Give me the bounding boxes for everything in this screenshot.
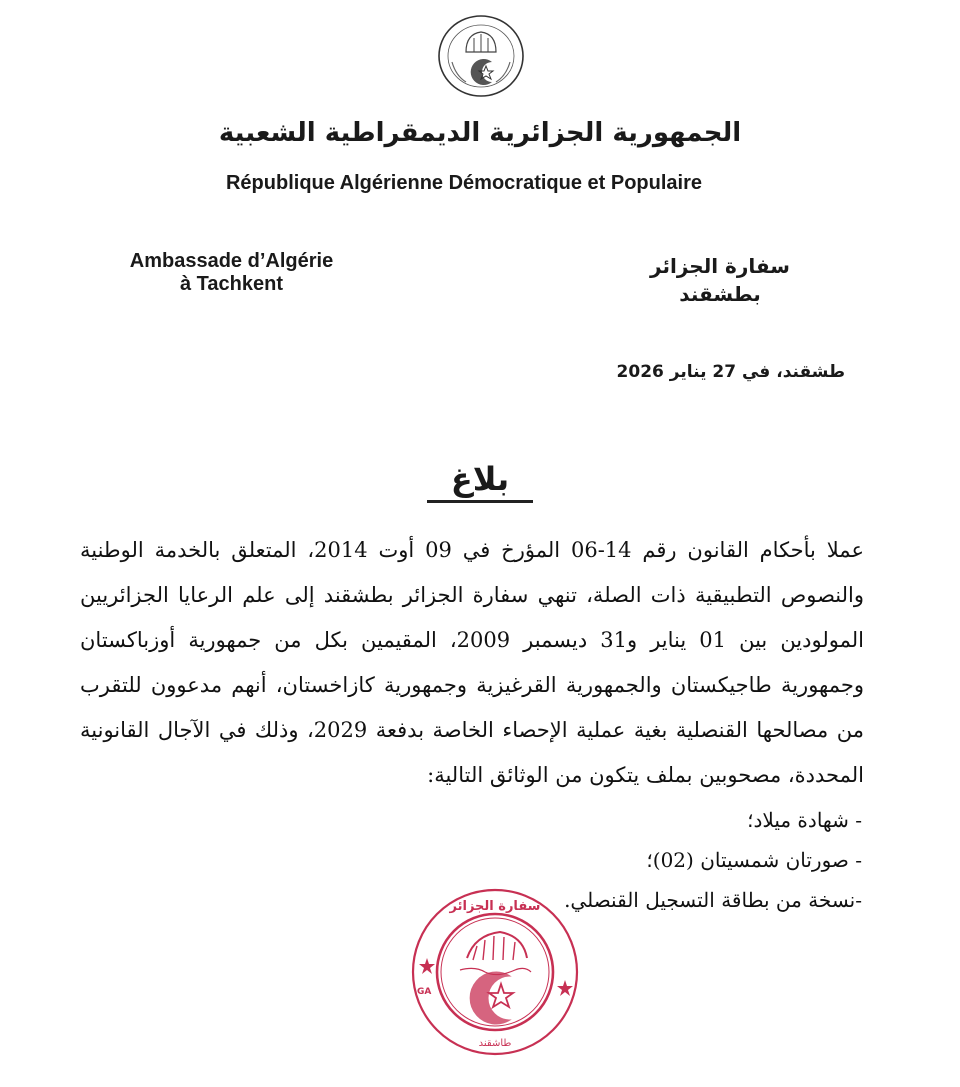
embassy-french-line1: Ambassade d’Algérie bbox=[129, 250, 334, 272]
stamp-bottom-text: طاشقند bbox=[478, 1038, 512, 1049]
notice-title-text: بلاغ bbox=[427, 460, 533, 503]
notice-paragraph: عملا بأحكام القانون رقم 14-06 المؤرخ في 09 أوت 2014، المتعلق بالخدمة الوطنية والنصوص التطبيقية ذات الصلة، تنهي سفارة الجزائر بطشقند إلى علم الرعايا الجزائريين المولودين بين 01 يناير و31 ديسمبر 2009، المقيمين بكل من جمهورية أوزباكستان وجمهورية طاجيكستان والجمهورية القرغيزية وجمهورية كازاخستان، أنهم مدعوون للتقرب من مصالحها القنصلية بغية عملية الإحصاء الخاصة بدفعة 2029، وذلك في الآجال القانونية المحددة، مصحوبين بملف يتكون من الوثائق التالية: bbox=[80, 538, 864, 787]
document-item: - شهادة ميلاد؛ bbox=[747, 808, 862, 832]
stamp-top-text: سفارة الجزائر bbox=[449, 899, 541, 914]
embassy-name-arabic bbox=[620, 252, 820, 308]
stamp-side-mark: GA bbox=[417, 987, 432, 997]
document-item: - صورتان شمسيتان (02)؛ bbox=[646, 848, 862, 872]
embassy-arabic-line2: بطشقند bbox=[679, 282, 761, 306]
notice-title bbox=[0, 460, 960, 503]
embassy-arabic-line1: سفارة الجزائر bbox=[650, 254, 790, 278]
republic-title-arabic: الجمهورية الجزائرية الديمقراطية الشعبية bbox=[218, 118, 742, 148]
notice-body bbox=[80, 528, 864, 798]
date-line: طشقند، في 27 يناير 2026 bbox=[616, 362, 845, 382]
embassy-official-stamp-icon bbox=[405, 880, 585, 1060]
embassy-french-line2: à Tachkent bbox=[180, 273, 283, 295]
embassy-name-french bbox=[104, 250, 359, 296]
republic-title-french: République Algérienne Démocratique et Populaire bbox=[225, 172, 702, 194]
document-item: -نسخة من بطاقة التسجيل القنصلي. bbox=[564, 888, 862, 912]
algeria-state-emblem-icon bbox=[434, 12, 528, 100]
